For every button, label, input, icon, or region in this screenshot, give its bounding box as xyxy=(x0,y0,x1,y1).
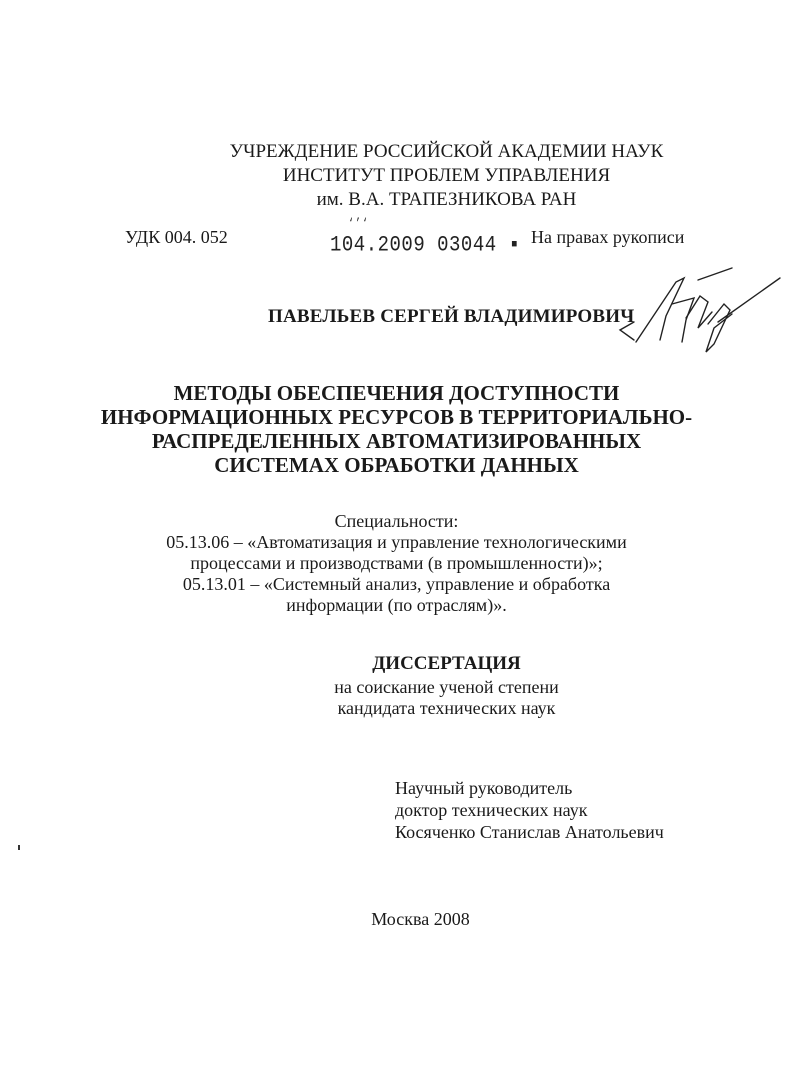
author-name: ПАВЕЛЬЕВ СЕРГЕЙ ВЛАДИМИРОВИЧ xyxy=(268,306,635,327)
supervisor-name: Косяченко Станислав Анатольевич xyxy=(395,822,664,842)
institution-header xyxy=(50,140,793,212)
scan-speck xyxy=(18,845,20,850)
stamp-bullet-icon: ▪ xyxy=(508,232,521,258)
title-line-3: РАСПРЕДЕЛЕННЫХ АВТОМАТИЗИРОВАННЫХ xyxy=(151,429,642,453)
city-year: Москва 2008 xyxy=(371,909,470,929)
specialties-heading: Специальности: xyxy=(334,511,459,531)
dissertation-title xyxy=(0,381,793,477)
institution-line-1: УЧРЕЖДЕНИЕ РОССИЙСКОЙ АКАДЕМИИ НАУК xyxy=(229,141,664,162)
registration-stamp-number xyxy=(330,218,521,258)
stamp-number-text: 104.2009 03044 xyxy=(330,232,497,258)
supervisor-degree: доктор технических наук xyxy=(395,800,588,820)
title-line-4: СИСТЕМАХ ОБРАБОТКИ ДАННЫХ xyxy=(214,453,579,477)
dissertation-block xyxy=(50,651,793,719)
manuscript-rights: На правах рукописи xyxy=(531,227,685,247)
title-line-2: ИНФОРМАЦИОННЫХ РЕСУРСОВ В ТЕРРИТОРИАЛЬНО- xyxy=(100,405,693,429)
dissertation-heading: ДИССЕРТАЦИЯ xyxy=(372,653,521,674)
institution-line-3: им. В.А. ТРАПЕЗНИКОВА РАН xyxy=(316,189,577,210)
stamp-tick-marks: ‘’‘ xyxy=(348,218,370,231)
specialty-line-1: 05.13.06 – «Автоматизация и управление технологическими xyxy=(166,532,627,552)
author-signature xyxy=(614,258,784,358)
dissertation-line-1: на соискание ученой степени xyxy=(334,677,559,697)
specialty-line-4: информации (по отраслям)». xyxy=(286,595,507,615)
specialty-line-2: процессами и производствами (в промышленности)»; xyxy=(190,553,603,573)
specialty-line-3: 05.13.01 – «Системный анализ, управление и обработка xyxy=(182,574,611,594)
udk-code: УДК 004. 052 xyxy=(125,227,228,247)
supervisor-role: Научный руководитель xyxy=(395,778,573,798)
institution-line-2: ИНСТИТУТ ПРОБЛЕМ УПРАВЛЕНИЯ xyxy=(282,165,611,186)
supervisor-block xyxy=(395,777,664,843)
specialties-block xyxy=(0,511,793,616)
title-line-1: МЕТОДЫ ОБЕСПЕЧЕНИЯ ДОСТУПНОСТИ xyxy=(173,381,620,405)
dissertation-line-2: кандидата технических наук xyxy=(337,698,556,718)
